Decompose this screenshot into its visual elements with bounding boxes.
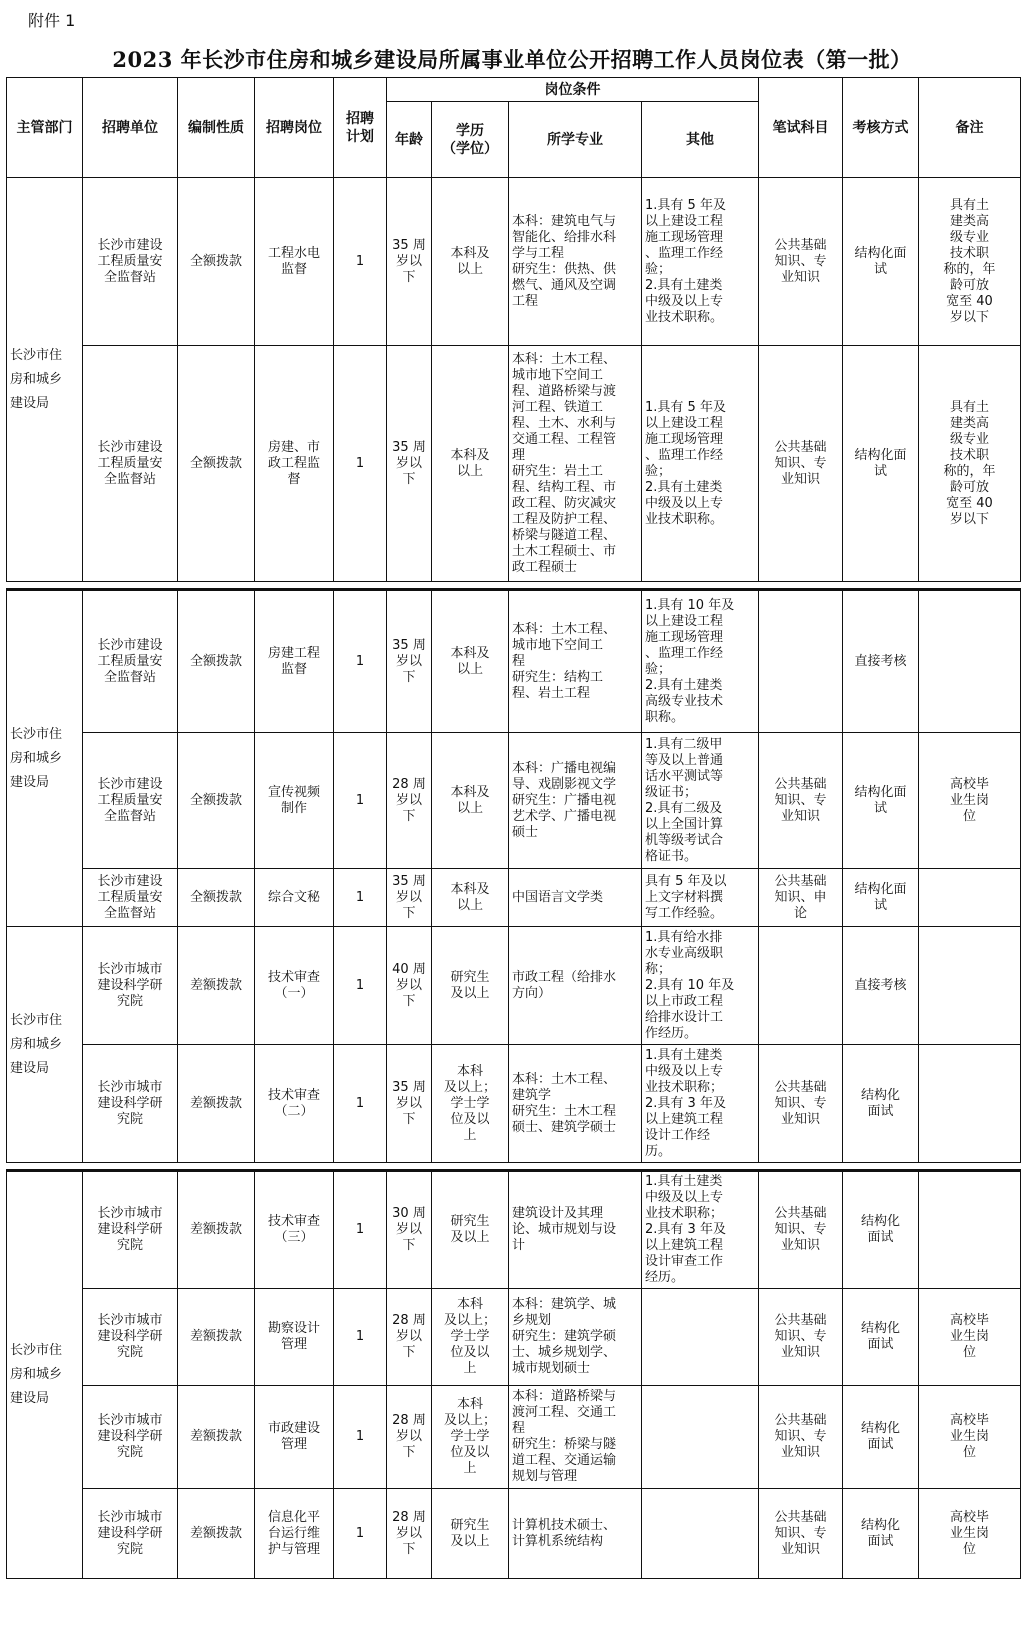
major-cell: 本科：建筑学、城 乡规划 研究生：建筑学硕 士、城乡规划学、 城市规划硕士 <box>509 1289 642 1386</box>
table-row <box>7 1386 1021 1489</box>
age-cell: 28 周 岁以 下 <box>387 733 432 869</box>
header-remark: 备注 <box>919 78 1021 178</box>
table-row <box>7 1289 1021 1386</box>
post-cell: 技术审查 （一） <box>255 927 334 1045</box>
major-cell: 市政工程（给排水 方向） <box>509 927 642 1045</box>
nature-cell: 差额拨款 <box>178 927 255 1045</box>
nature-cell: 全额拨款 <box>178 346 255 582</box>
age-cell: 28 周 岁以 下 <box>387 1489 432 1579</box>
remark-cell: 高校毕 业生岗 位 <box>919 733 1021 869</box>
remark-cell: 高校毕 业生岗 位 <box>919 1289 1021 1386</box>
remark-cell <box>919 927 1021 1045</box>
exam-cell: 公共基础 知识、专 业知识 <box>759 1045 843 1163</box>
post-cell: 工程水电 监督 <box>255 178 334 346</box>
unit-cell: 长沙市城市 建设科学研 究院 <box>83 927 178 1045</box>
unit-cell: 长沙市建设 工程质量安 全监督站 <box>83 346 178 582</box>
age-cell: 35 周 岁以 下 <box>387 178 432 346</box>
assess-cell: 结构化面 试 <box>843 346 919 582</box>
exam-cell <box>759 927 843 1045</box>
other-cell: 1.具有土建类 中级及以上专 业技术职称； 2.具有 3 年及 以上建筑工程 设计审查工作 经历。 <box>642 1171 759 1289</box>
edu-cell: 本科及 以上 <box>432 178 509 346</box>
remark-cell <box>919 869 1021 927</box>
plan-cell: 1 <box>334 1489 387 1579</box>
plan-cell: 1 <box>334 1289 387 1386</box>
exam-cell: 公共基础 知识、专 业知识 <box>759 1171 843 1289</box>
plan-cell: 1 <box>334 733 387 869</box>
plan-cell: 1 <box>334 178 387 346</box>
age-cell: 28 周 岁以 下 <box>387 1289 432 1386</box>
document-title: 2023 年长沙市住房和城乡建设局所属事业单位公开招聘工作人员岗位表（第一批） <box>112 47 912 72</box>
table-row <box>7 1171 1021 1289</box>
other-cell: 1.具有 10 年及 以上建设工程 施工现场管理 、监理工作经 验； 2.具有土建类 高级专业技术 职称。 <box>642 590 759 733</box>
plan-cell: 1 <box>334 869 387 927</box>
major-cell: 本科：土木工程、 城市地下空间工 程、道路桥梁与渡 河工程、铁道工 程、土木、水利与 交通工程、工程管 理 研究生：岩土工 程、结构工程、市 政工程、防灾减灾 工程及防护工程、 桥梁与隧道工程、 土木工程硕士、市 政工程硕士 <box>509 346 642 582</box>
remark-cell: 具有土 建类高 级专业 技术职 称的，年 龄可放 宽至 40 岁以下 <box>919 178 1021 346</box>
major-cell: 建筑设计及其理 论、城市规划与设 计 <box>509 1171 642 1289</box>
major-cell: 本科：道路桥梁与 渡河工程、交通工 程 研究生：桥梁与隧 道工程、交通运输 规划与管理 <box>509 1386 642 1489</box>
plan-cell: 1 <box>334 346 387 582</box>
dept-cell: 长沙市住 房和城乡 建设局 <box>7 1171 83 1579</box>
other-cell: 1.具有二级甲 等及以上普通 话水平测试等 级证书； 2.具有二级及 以上全国计算 机等级考试合 格证书。 <box>642 733 759 869</box>
other-cell <box>642 1386 759 1489</box>
group-separator <box>7 1163 1021 1171</box>
group-separator-cell <box>7 582 1021 590</box>
table-row <box>7 1489 1021 1579</box>
assess-cell: 结构化 面试 <box>843 1171 919 1289</box>
header-conditions: 岗位条件 <box>387 78 759 102</box>
header-nature: 编制性质 <box>178 78 255 178</box>
header-major: 所学专业 <box>509 102 642 178</box>
table-body <box>7 178 1021 1579</box>
dept-cell: 长沙市住 房和城乡 建设局 <box>7 927 83 1163</box>
other-cell: 具有 5 年及以 上文字材料撰 写工作经验。 <box>642 869 759 927</box>
assess-cell: 结构化 面试 <box>843 1386 919 1489</box>
recruitment-table <box>6 77 1021 1579</box>
exam-cell: 公共基础 知识、专 业知识 <box>759 346 843 582</box>
unit-cell: 长沙市城市 建设科学研 究院 <box>83 1171 178 1289</box>
nature-cell: 差额拨款 <box>178 1045 255 1163</box>
age-cell: 40 周 岁以 下 <box>387 927 432 1045</box>
remark-cell <box>919 590 1021 733</box>
major-cell: 本科：广播电视编 导、戏剧影视文学 研究生：广播电视 艺术学、广播电视 硕士 <box>509 733 642 869</box>
plan-cell: 1 <box>334 1171 387 1289</box>
exam-cell: 公共基础 知识、专 业知识 <box>759 178 843 346</box>
header-edu: 学历 （学位） <box>432 102 509 178</box>
table-row <box>7 1045 1021 1163</box>
nature-cell: 全额拨款 <box>178 590 255 733</box>
table-row <box>7 927 1021 1045</box>
major-cell: 本科：建筑电气与 智能化、给排水科 学与工程 研究生：供热、供 燃气、通风及空调 工程 <box>509 178 642 346</box>
major-cell: 中国语言文学类 <box>509 869 642 927</box>
dept-cell: 长沙市住 房和城乡 建设局 <box>7 178 83 582</box>
post-cell: 房建、市 政工程监 督 <box>255 346 334 582</box>
age-cell: 28 周 岁以 下 <box>387 1386 432 1489</box>
plan-cell: 1 <box>334 1386 387 1489</box>
major-cell: 计算机技术硕士、 计算机系统结构 <box>509 1489 642 1579</box>
group-separator-cell <box>7 1163 1021 1171</box>
plan-cell: 1 <box>334 590 387 733</box>
header-dept: 主管部门 <box>7 78 83 178</box>
edu-cell: 本科及 以上 <box>432 346 509 582</box>
table-row <box>7 733 1021 869</box>
unit-cell: 长沙市城市 建设科学研 究院 <box>83 1289 178 1386</box>
table-row <box>7 178 1021 346</box>
unit-cell: 长沙市建设 工程质量安 全监督站 <box>83 178 178 346</box>
edu-cell: 研究生 及以上 <box>432 927 509 1045</box>
attachment-label: 附件 1 <box>28 11 76 30</box>
unit-cell: 长沙市建设 工程质量安 全监督站 <box>83 869 178 927</box>
exam-cell: 公共基础 知识、专 业知识 <box>759 1489 843 1579</box>
assess-cell: 结构化面 试 <box>843 178 919 346</box>
assess-cell: 直接考核 <box>843 590 919 733</box>
other-cell: 1.具有土建类 中级及以上专 业技术职称； 2.具有 3 年及 以上建筑工程 设计工作经 历。 <box>642 1045 759 1163</box>
age-cell: 30 周 岁以 下 <box>387 1171 432 1289</box>
age-cell: 35 周 岁以 下 <box>387 590 432 733</box>
assess-cell: 结构化 面试 <box>843 1489 919 1579</box>
unit-cell: 长沙市建设 工程质量安 全监督站 <box>83 733 178 869</box>
nature-cell: 差额拨款 <box>178 1489 255 1579</box>
edu-cell: 研究生 及以上 <box>432 1489 509 1579</box>
header-other: 其他 <box>642 102 759 178</box>
dept-cell: 长沙市住 房和城乡 建设局 <box>7 590 83 927</box>
edu-cell: 本科 及以上； 学士学 位及以 上 <box>432 1386 509 1489</box>
age-cell: 35 周 岁以 下 <box>387 1045 432 1163</box>
nature-cell: 全额拨款 <box>178 733 255 869</box>
exam-cell: 公共基础 知识、申 论 <box>759 869 843 927</box>
other-cell <box>642 1489 759 1579</box>
exam-cell <box>759 590 843 733</box>
plan-cell: 1 <box>334 927 387 1045</box>
post-cell: 信息化平 台运行维 护与管理 <box>255 1489 334 1579</box>
edu-cell: 本科 及以上； 学士学 位及以 上 <box>432 1289 509 1386</box>
header-assess: 考核方式 <box>843 78 919 178</box>
group-separator <box>7 582 1021 590</box>
assess-cell: 直接考核 <box>843 927 919 1045</box>
table-row <box>7 346 1021 582</box>
post-cell: 宣传视频 制作 <box>255 733 334 869</box>
assess-cell: 结构化面 试 <box>843 733 919 869</box>
nature-cell: 全额拨款 <box>178 178 255 346</box>
unit-cell: 长沙市城市 建设科学研 究院 <box>83 1489 178 1579</box>
nature-cell: 全额拨款 <box>178 869 255 927</box>
table-row <box>7 869 1021 927</box>
post-cell: 技术审查 （三） <box>255 1171 334 1289</box>
table-row <box>7 590 1021 733</box>
major-cell: 本科：土木工程、 建筑学 研究生：土木工程 硕士、建筑学硕士 <box>509 1045 642 1163</box>
nature-cell: 差额拨款 <box>178 1386 255 1489</box>
remark-cell <box>919 1171 1021 1289</box>
header-age: 年龄 <box>387 102 432 178</box>
unit-cell: 长沙市城市 建设科学研 究院 <box>83 1386 178 1489</box>
post-cell: 综合文秘 <box>255 869 334 927</box>
other-cell: 1.具有 5 年及 以上建设工程 施工现场管理 、监理工作经 验； 2.具有土建类 中级及以上专 业技术职称。 <box>642 178 759 346</box>
header-exam: 笔试科目 <box>759 78 843 178</box>
other-cell: 1.具有 5 年及 以上建设工程 施工现场管理 、监理工作经 验； 2.具有土建类 中级及以上专 业技术职称。 <box>642 346 759 582</box>
assess-cell: 结构化面 试 <box>843 869 919 927</box>
remark-cell <box>919 1045 1021 1163</box>
header-plan: 招聘 计划 <box>334 78 387 178</box>
assess-cell: 结构化 面试 <box>843 1289 919 1386</box>
edu-cell: 研究生 及以上 <box>432 1171 509 1289</box>
edu-cell: 本科及 以上 <box>432 733 509 869</box>
unit-cell: 长沙市建设 工程质量安 全监督站 <box>83 590 178 733</box>
exam-cell: 公共基础 知识、专 业知识 <box>759 1289 843 1386</box>
exam-cell: 公共基础 知识、专 业知识 <box>759 733 843 869</box>
edu-cell: 本科及 以上 <box>432 869 509 927</box>
assess-cell: 结构化 面试 <box>843 1045 919 1163</box>
remark-cell: 具有土 建类高 级专业 技术职 称的，年 龄可放 宽至 40 岁以下 <box>919 346 1021 582</box>
exam-cell: 公共基础 知识、专 业知识 <box>759 1386 843 1489</box>
other-cell: 1.具有给水排 水专业高级职 称； 2.具有 10 年及 以上市政工程 给排水设计工 作经历。 <box>642 927 759 1045</box>
post-cell: 房建工程 监督 <box>255 590 334 733</box>
header-unit: 招聘单位 <box>83 78 178 178</box>
edu-cell: 本科及 以上 <box>432 590 509 733</box>
remark-cell: 高校毕 业生岗 位 <box>919 1386 1021 1489</box>
age-cell: 35 周 岁以 下 <box>387 869 432 927</box>
edu-cell: 本科 及以上； 学士学 位及以 上 <box>432 1045 509 1163</box>
remark-cell: 高校毕 业生岗 位 <box>919 1489 1021 1579</box>
major-cell: 本科：土木工程、 城市地下空间工 程 研究生：结构工 程、岩土工程 <box>509 590 642 733</box>
post-cell: 勘察设计 管理 <box>255 1289 334 1386</box>
other-cell <box>642 1289 759 1386</box>
plan-cell: 1 <box>334 1045 387 1163</box>
age-cell: 35 周 岁以 下 <box>387 346 432 582</box>
nature-cell: 差额拨款 <box>178 1171 255 1289</box>
header-post: 招聘岗位 <box>255 78 334 178</box>
post-cell: 市政建设 管理 <box>255 1386 334 1489</box>
nature-cell: 差额拨款 <box>178 1289 255 1386</box>
unit-cell: 长沙市城市 建设科学研 究院 <box>83 1045 178 1163</box>
post-cell: 技术审查 （二） <box>255 1045 334 1163</box>
